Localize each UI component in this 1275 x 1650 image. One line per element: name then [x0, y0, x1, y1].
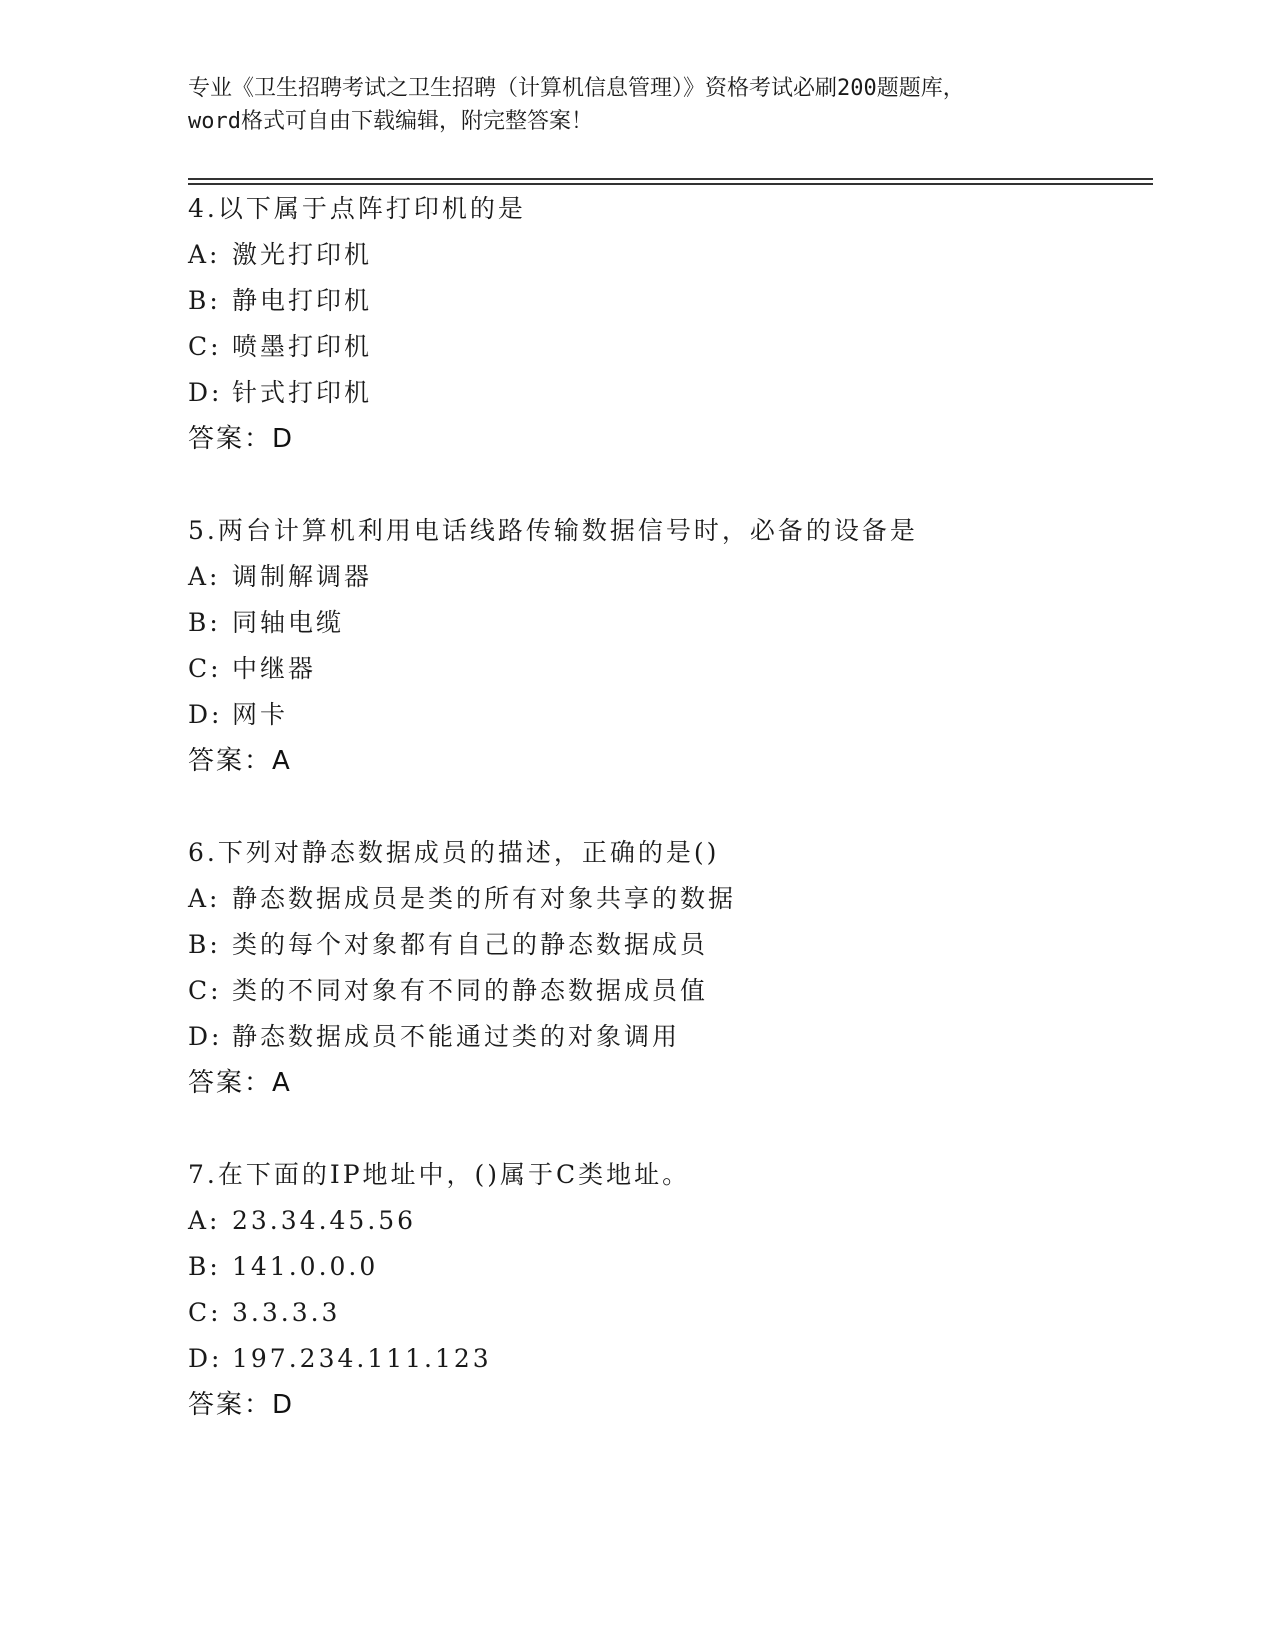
option-d — [188, 370, 1148, 416]
option-b — [188, 278, 1148, 324]
option-c — [188, 324, 1148, 370]
option-b — [188, 1244, 1148, 1290]
option-letter: A: — [188, 884, 221, 913]
question-block — [188, 830, 1148, 1106]
question-stem: 5.两台计算机利用电话线路传输数据信号时，必备的设备是 — [188, 516, 918, 545]
option-letter: C: — [188, 332, 222, 361]
option-text: 141.0.0.0 — [232, 1252, 379, 1281]
question-block — [188, 186, 1148, 462]
question-stem: 7.在下面的IP地址中，()属于C类地址。 — [188, 1160, 691, 1189]
option-text: 3.3.3.3 — [232, 1298, 341, 1327]
option-letter: A: — [188, 562, 221, 591]
option-letter: B: — [188, 286, 221, 315]
document-header — [188, 72, 1088, 138]
option-text: 网卡 — [232, 700, 289, 729]
option-text: 静态数据成员不能通过类的对象调用 — [232, 1022, 681, 1051]
option-letter: B: — [188, 930, 221, 959]
option-letter: A: — [188, 240, 221, 269]
option-letter: D: — [188, 1022, 223, 1051]
option-letter: B: — [188, 1252, 221, 1281]
option-letter: C: — [188, 654, 222, 683]
option-letter: A: — [188, 1206, 221, 1235]
option-text: 喷墨打印机 — [232, 332, 373, 361]
option-a — [188, 876, 1148, 922]
question-stem: 4.以下属于点阵打印机的是 — [188, 194, 526, 223]
option-b — [188, 600, 1148, 646]
option-text: 静态数据成员是类的所有对象共享的数据 — [232, 884, 737, 913]
option-letter: D: — [188, 1344, 223, 1373]
option-a — [188, 232, 1148, 278]
option-letter: B: — [188, 608, 221, 637]
option-letter: D: — [188, 700, 223, 729]
option-c — [188, 1290, 1148, 1336]
option-text: 针式打印机 — [232, 378, 373, 407]
option-a — [188, 1198, 1148, 1244]
option-text: 激光打印机 — [232, 240, 373, 269]
option-text: 静电打印机 — [232, 286, 373, 315]
header-line-2: word格式可自由下载编辑，附完整答案！ — [188, 109, 593, 134]
option-text: 23.34.45.56 — [232, 1206, 417, 1235]
option-c — [188, 968, 1148, 1014]
option-text: 类的每个对象都有自己的静态数据成员 — [232, 930, 709, 959]
answer-line: 答案：D — [188, 1390, 295, 1420]
option-text: 同轴电缆 — [232, 608, 345, 637]
option-text: 中继器 — [232, 654, 317, 683]
option-d — [188, 1014, 1148, 1060]
answer-line: 答案：D — [188, 424, 295, 454]
question-stem: 6.下列对静态数据成员的描述，正确的是() — [188, 838, 720, 867]
option-b — [188, 922, 1148, 968]
answer-line: 答案：A — [188, 746, 292, 776]
header-rule-top — [188, 178, 1153, 180]
answer-line: 答案：A — [188, 1068, 292, 1098]
option-d — [188, 1336, 1148, 1382]
option-d — [188, 692, 1148, 738]
question-block — [188, 1152, 1148, 1428]
option-text: 197.234.111.123 — [232, 1344, 492, 1373]
option-c — [188, 646, 1148, 692]
option-letter: C: — [188, 976, 222, 1005]
option-letter: C: — [188, 1298, 222, 1327]
option-a — [188, 554, 1148, 600]
question-block — [188, 508, 1148, 784]
option-text: 调制解调器 — [232, 562, 373, 591]
header-line-1: 专业《卫生招聘考试之卫生招聘（计算机信息管理）》资格考试必刷200题题库， — [188, 76, 965, 101]
option-text: 类的不同对象有不同的静态数据成员值 — [232, 976, 709, 1005]
header-rule-bottom — [188, 183, 1153, 185]
option-letter: D: — [188, 378, 223, 407]
